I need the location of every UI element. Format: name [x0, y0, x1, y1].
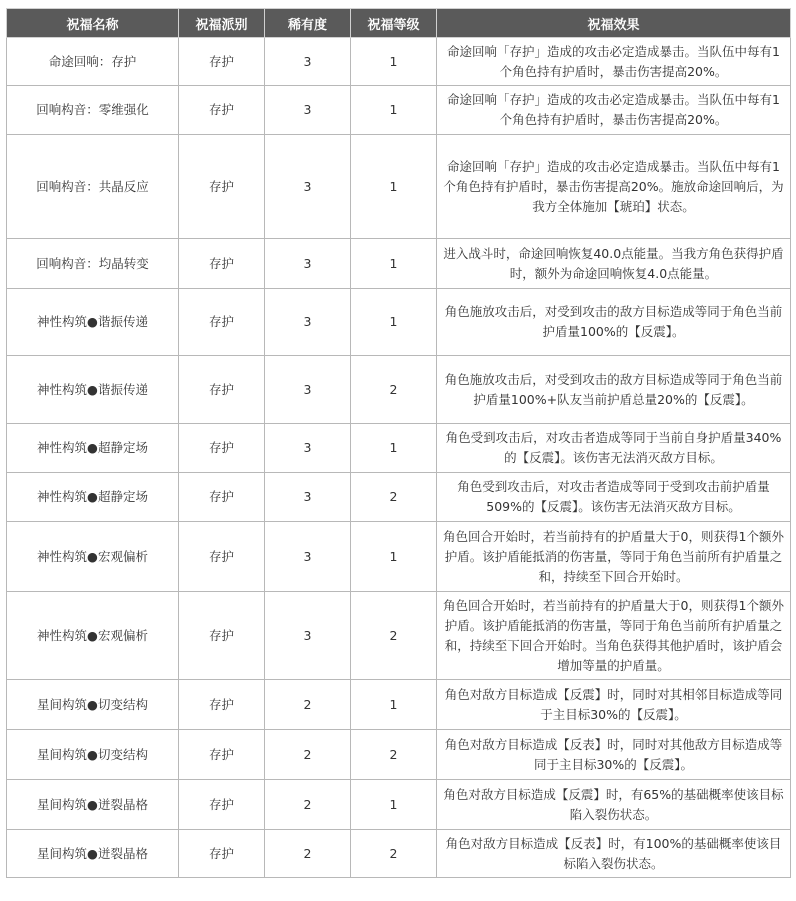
cell-rarity: 2 [265, 680, 351, 730]
table-row [7, 86, 791, 135]
cell-effect: 角色施放攻击后，对受到攻击的敌方目标造成等同于角色当前护盾量100%的【反震】。 [437, 289, 791, 356]
cell-level: 1 [351, 780, 437, 830]
cell-rarity: 2 [265, 730, 351, 780]
table-row [7, 239, 791, 289]
header-name: 祝福名称 [7, 9, 179, 38]
cell-path: 存护 [179, 239, 265, 289]
table-row [7, 473, 791, 522]
cell-name: 星间构筑●切变结构 [7, 730, 179, 780]
cell-name: 星间构筑●迸裂晶格 [7, 830, 179, 878]
table-row [7, 592, 791, 680]
table-header-row [7, 9, 791, 38]
cell-level: 2 [351, 830, 437, 878]
cell-path: 存护 [179, 730, 265, 780]
cell-effect: 角色回合开始时，若当前持有的护盾量大于0，则获得1个额外护盾。该护盾能抵消的伤害量，等同于角色当前所有护盾量之和，持续至下回合开始时。当角色获得其他护盾时，该护盾会增加等量的护盾量。 [437, 592, 791, 680]
table-row [7, 730, 791, 780]
cell-path: 存护 [179, 830, 265, 878]
cell-level: 1 [351, 38, 437, 86]
cell-effect: 角色回合开始时，若当前持有的护盾量大于0，则获得1个额外护盾。该护盾能抵消的伤害量，等同于角色当前所有护盾量之和，持续至下回合开始时。 [437, 522, 791, 592]
cell-level: 2 [351, 592, 437, 680]
cell-effect: 角色对敌方目标造成【反震】时，同时对其相邻目标造成等同于主目标30%的【反震】。 [437, 680, 791, 730]
cell-effect: 角色对敌方目标造成【反震】时，有65%的基础概率使该目标陷入裂伤状态。 [437, 780, 791, 830]
cell-rarity: 3 [265, 356, 351, 424]
cell-rarity: 2 [265, 780, 351, 830]
cell-name: 命途回响：存护 [7, 38, 179, 86]
table-row [7, 680, 791, 730]
cell-level: 2 [351, 730, 437, 780]
cell-name: 神性构筑●谐振传递 [7, 356, 179, 424]
cell-effect: 角色对敌方目标造成【反表】时，有100%的基础概率使该目标陷入裂伤状态。 [437, 830, 791, 878]
header-level: 祝福等级 [351, 9, 437, 38]
cell-path: 存护 [179, 473, 265, 522]
cell-effect: 命途回响「存护」造成的攻击必定造成暴击。当队伍中每有1个角色持有护盾时，暴击伤害提高20%。施放命途回响后，为我方全体施加【琥珀】状态。 [437, 135, 791, 239]
table-row [7, 522, 791, 592]
cell-name: 回响构音：共晶反应 [7, 135, 179, 239]
table-row [7, 424, 791, 473]
cell-name: 神性构筑●超静定场 [7, 424, 179, 473]
header-effect: 祝福效果 [437, 9, 791, 38]
cell-path: 存护 [179, 680, 265, 730]
cell-name: 神性构筑●超静定场 [7, 473, 179, 522]
cell-path: 存护 [179, 780, 265, 830]
cell-path: 存护 [179, 592, 265, 680]
cell-name: 神性构筑●谐振传递 [7, 289, 179, 356]
cell-path: 存护 [179, 289, 265, 356]
table-row [7, 38, 791, 86]
cell-level: 1 [351, 522, 437, 592]
cell-level: 1 [351, 289, 437, 356]
cell-rarity: 2 [265, 830, 351, 878]
cell-level: 1 [351, 680, 437, 730]
cell-level: 1 [351, 135, 437, 239]
table-row [7, 780, 791, 830]
table-row [7, 830, 791, 878]
cell-path: 存护 [179, 356, 265, 424]
cell-name: 神性构筑●宏观偏析 [7, 592, 179, 680]
cell-level: 1 [351, 86, 437, 135]
cell-path: 存护 [179, 86, 265, 135]
cell-effect: 进入战斗时，命途回响恢复40.0点能量。当我方角色获得护盾时，额外为命途回响恢复4.0点能量。 [437, 239, 791, 289]
cell-effect: 角色受到攻击后，对攻击者造成等同于受到攻击前护盾量509%的【反震】。该伤害无法消灭敌方目标。 [437, 473, 791, 522]
cell-rarity: 3 [265, 592, 351, 680]
cell-rarity: 3 [265, 289, 351, 356]
cell-name: 神性构筑●宏观偏析 [7, 522, 179, 592]
cell-name: 回响构音：均晶转变 [7, 239, 179, 289]
cell-effect: 角色受到攻击后，对攻击者造成等同于当前自身护盾量340%的【反震】。该伤害无法消灭敌方目标。 [437, 424, 791, 473]
table-row [7, 356, 791, 424]
cell-level: 1 [351, 239, 437, 289]
table-row [7, 289, 791, 356]
table-row [7, 135, 791, 239]
cell-effect: 命途回响「存护」造成的攻击必定造成暴击。当队伍中每有1个角色持有护盾时，暴击伤害提高20%。 [437, 38, 791, 86]
cell-level: 2 [351, 356, 437, 424]
cell-effect: 角色对敌方目标造成【反表】时，同时对其他敌方目标造成等同于主目标30%的【反震】。 [437, 730, 791, 780]
cell-path: 存护 [179, 135, 265, 239]
cell-name: 星间构筑●迸裂晶格 [7, 780, 179, 830]
cell-rarity: 3 [265, 86, 351, 135]
blessings-table [6, 8, 791, 878]
header-path: 祝福派别 [179, 9, 265, 38]
cell-effect: 角色施放攻击后，对受到攻击的敌方目标造成等同于角色当前护盾量100%+队友当前护盾总量20%的【反震】。 [437, 356, 791, 424]
cell-path: 存护 [179, 522, 265, 592]
cell-rarity: 3 [265, 424, 351, 473]
cell-level: 1 [351, 424, 437, 473]
header-rarity: 稀有度 [265, 9, 351, 38]
cell-path: 存护 [179, 424, 265, 473]
cell-rarity: 3 [265, 135, 351, 239]
cell-level: 2 [351, 473, 437, 522]
cell-effect: 命途回响「存护」造成的攻击必定造成暴击。当队伍中每有1个角色持有护盾时，暴击伤害提高20%。 [437, 86, 791, 135]
cell-path: 存护 [179, 38, 265, 86]
cell-rarity: 3 [265, 473, 351, 522]
cell-name: 星间构筑●切变结构 [7, 680, 179, 730]
cell-rarity: 3 [265, 239, 351, 289]
cell-rarity: 3 [265, 522, 351, 592]
cell-rarity: 3 [265, 38, 351, 86]
cell-name: 回响构音：零维强化 [7, 86, 179, 135]
